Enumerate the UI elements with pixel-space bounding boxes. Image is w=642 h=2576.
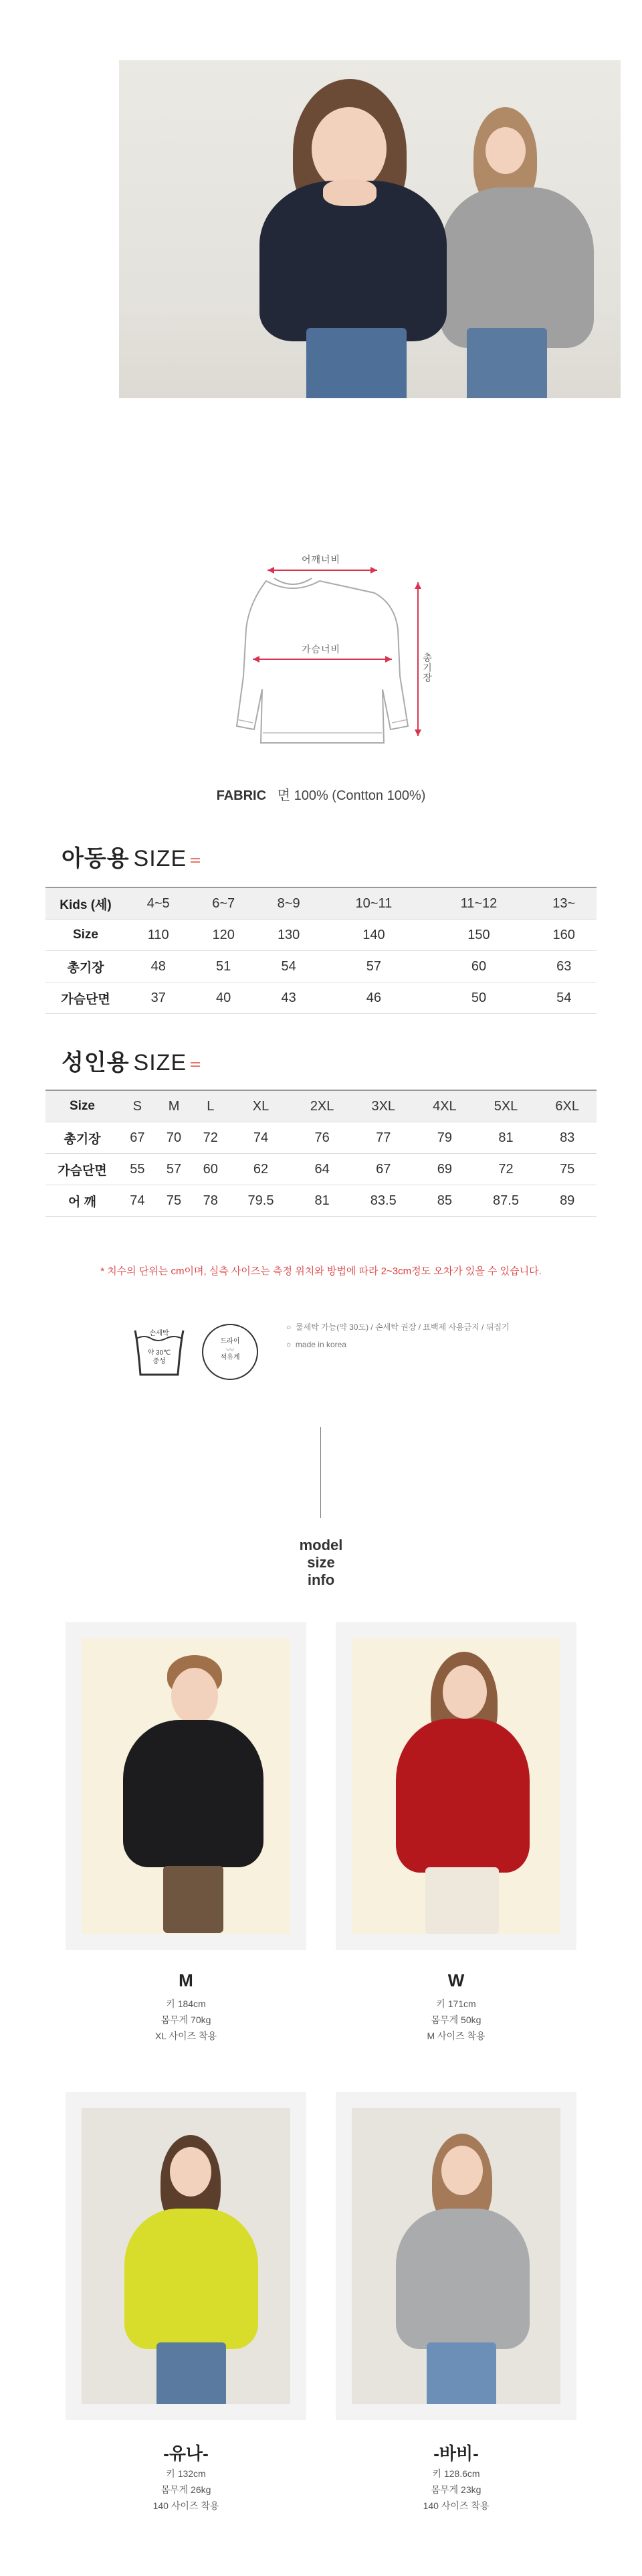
hand-wash-icon-text xyxy=(131,1329,187,1366)
dry-clean-icon-text xyxy=(202,1337,258,1363)
vertical-divider xyxy=(320,1427,321,1518)
sweatshirt-outline xyxy=(237,581,408,743)
back-child-face xyxy=(486,127,526,174)
table-cell: 81 xyxy=(474,1122,538,1154)
kids-size-table xyxy=(45,887,597,1014)
total-length-text: 총기장 xyxy=(422,653,433,683)
model-photo xyxy=(82,1638,290,1934)
table-cell: 75 xyxy=(156,1185,193,1217)
back-child-jeans xyxy=(467,328,547,398)
model-photo xyxy=(352,1638,560,1934)
table-row xyxy=(45,1122,597,1154)
table-cell: 78 xyxy=(192,1185,229,1217)
table-cell: 83 xyxy=(538,1122,597,1154)
table-cell: 57 xyxy=(156,1154,193,1185)
model-title-line: model xyxy=(299,1537,343,1553)
front-child-hands xyxy=(323,179,377,206)
adult-header-cell: L xyxy=(192,1090,229,1122)
adult-header-cell: 2XL xyxy=(293,1090,352,1122)
table-cell: 64 xyxy=(293,1154,352,1185)
kids-size-title xyxy=(62,840,200,873)
back-child-sweater xyxy=(440,187,594,348)
row-label: 가슴단면 xyxy=(45,1154,119,1185)
kids-header-label: Kids (세) xyxy=(45,887,126,920)
model-card xyxy=(336,2092,576,2420)
chest-width-label: 가슴너비 xyxy=(301,644,341,655)
hand-wash-temp: 약 30℃ xyxy=(147,1349,171,1357)
model-photo xyxy=(82,2108,290,2404)
title-dash-icon xyxy=(191,1060,200,1069)
total-length-label xyxy=(421,653,433,685)
table-cell: 89 xyxy=(538,1185,597,1217)
adult-header-cell: M xyxy=(156,1090,193,1122)
adult-header-cell: 5XL xyxy=(474,1090,538,1122)
adult-size-table xyxy=(45,1090,597,1217)
fabric-value: 면 100% (Contton 100%) xyxy=(277,788,426,803)
table-cell: 130 xyxy=(256,920,321,951)
model-card xyxy=(336,1622,576,1950)
care-info xyxy=(286,1318,510,1353)
table-cell: 79.5 xyxy=(229,1185,293,1217)
model-info-line: 몸무게 70kg xyxy=(160,2014,211,2025)
model-name: -바비- xyxy=(433,2443,479,2464)
table-cell: 67 xyxy=(351,1154,415,1185)
fabric-label: FABRIC xyxy=(216,788,267,803)
model-info-line: 몸무게 26kg xyxy=(160,2484,211,2495)
table-cell: 75 xyxy=(538,1154,597,1185)
model-info xyxy=(336,1996,576,2044)
table-row xyxy=(45,982,597,1014)
care-line: ○ made in korea xyxy=(286,1340,346,1349)
adult-header-cell: XL xyxy=(229,1090,293,1122)
model-info xyxy=(66,1996,306,2044)
table-cell: 46 xyxy=(321,982,426,1014)
care-line: ○ 물세탁 가능(약 30도) / 손세탁 권장 / 표백제 사용금지 / 뒤집기 xyxy=(286,1322,510,1332)
table-cell: 81 xyxy=(293,1185,352,1217)
table-cell: 160 xyxy=(531,920,597,951)
table-cell: 62 xyxy=(229,1154,293,1185)
table-cell: 43 xyxy=(256,982,321,1014)
model-info-line: 키 132cm xyxy=(166,2468,206,2479)
table-cell: 79 xyxy=(415,1122,474,1154)
table-cell: 40 xyxy=(191,982,255,1014)
hand-wash-detergent: 중성 xyxy=(152,1358,166,1365)
model-info-line: M 사이즈 착용 xyxy=(427,2031,486,2041)
table-cell: 120 xyxy=(191,920,255,951)
kids-header-cell: 4~5 xyxy=(126,887,191,920)
model-info xyxy=(336,2466,576,2514)
table-cell: 67 xyxy=(119,1122,156,1154)
wave-icon: 〰 xyxy=(225,1345,234,1355)
table-cell: 77 xyxy=(351,1122,415,1154)
care-line-text: 물세탁 가능(약 30도) / 손세탁 권장 / 표백제 사용금지 / 뒤집기 xyxy=(295,1322,510,1332)
table-cell: 76 xyxy=(293,1122,352,1154)
table-row xyxy=(45,1185,597,1217)
table-cell: 55 xyxy=(119,1154,156,1185)
kids-size-header-row xyxy=(45,887,597,920)
adult-header-cell: 6XL xyxy=(538,1090,597,1122)
row-label: 가슴단면 xyxy=(45,982,126,1014)
adult-size-title-en: SIZE xyxy=(133,1050,187,1076)
table-cell: 57 xyxy=(321,951,426,982)
table-cell: 48 xyxy=(126,951,191,982)
table-cell: 83.5 xyxy=(351,1185,415,1217)
table-cell: 37 xyxy=(126,982,191,1014)
model-info-line: XL 사이즈 착용 xyxy=(154,2031,217,2041)
table-cell: 110 xyxy=(126,920,191,951)
adult-header-cell: S xyxy=(119,1090,156,1122)
kids-header-cell: 6~7 xyxy=(191,887,255,920)
kids-header-cell: 11~12 xyxy=(426,887,531,920)
table-cell: 63 xyxy=(531,951,597,982)
table-row xyxy=(45,951,597,982)
model-info-line: 몸무게 50kg xyxy=(431,2014,481,2025)
table-cell: 72 xyxy=(192,1122,229,1154)
kids-header-cell: 13~ xyxy=(531,887,597,920)
table-cell: 87.5 xyxy=(474,1185,538,1217)
kids-size-title-en: SIZE xyxy=(133,846,187,871)
adult-header-cell: 4XL xyxy=(415,1090,474,1122)
table-cell: 69 xyxy=(415,1154,474,1185)
adult-header-cell: 3XL xyxy=(351,1090,415,1122)
shoulder-width-label: 어깨너비 xyxy=(301,554,341,565)
hand-wash-label: 손세탁 xyxy=(149,1330,169,1337)
table-cell: 140 xyxy=(321,920,426,951)
model-card xyxy=(66,2092,306,2420)
model-title-line: info xyxy=(307,1571,335,1588)
front-child-jeans xyxy=(306,328,407,398)
table-cell: 51 xyxy=(191,951,255,982)
adult-header-label: Size xyxy=(45,1090,119,1122)
model-info-line: 키 171cm xyxy=(436,1998,476,2009)
kids-header-cell: 10~11 xyxy=(321,887,426,920)
model-info-line: 키 184cm xyxy=(166,1998,206,2009)
model-title-line: size xyxy=(307,1554,335,1571)
fabric-info xyxy=(0,784,642,804)
model-info-line: 키 128.6cm xyxy=(432,2468,480,2479)
row-label: 총기장 xyxy=(45,1122,119,1154)
measurement-notice: * 치수의 단위는 cm이며, 실측 사이즈는 측정 위치와 방법에 따라 2~3cm정도 오차가 있을 수 있습니다. xyxy=(100,1266,542,1277)
model-card xyxy=(66,1622,306,1950)
row-label: 총기장 xyxy=(45,951,126,982)
dry-clean-label: 드라이 xyxy=(220,1338,240,1345)
care-line-text: made in korea xyxy=(295,1340,346,1349)
row-label: Size xyxy=(45,920,126,951)
table-cell: 150 xyxy=(426,920,531,951)
model-info-line: 몸무게 23kg xyxy=(431,2484,481,2495)
adult-size-header-row xyxy=(45,1090,597,1122)
model-info-line: 140 사이즈 착용 xyxy=(152,2500,219,2511)
model-photo xyxy=(352,2108,560,2404)
hero-photo xyxy=(119,60,621,398)
table-cell: 70 xyxy=(156,1122,193,1154)
table-cell: 85 xyxy=(415,1185,474,1217)
table-cell: 60 xyxy=(192,1154,229,1185)
front-child-face xyxy=(312,107,387,191)
table-cell: 72 xyxy=(474,1154,538,1185)
model-size-info-title xyxy=(0,1537,642,1589)
table-cell: 54 xyxy=(531,982,597,1014)
model-name: W xyxy=(447,1970,465,1990)
table-cell: 54 xyxy=(256,951,321,982)
table-cell: 60 xyxy=(426,951,531,982)
model-info-line: 140 사이즈 착용 xyxy=(423,2500,490,2511)
kids-header-cell: 8~9 xyxy=(256,887,321,920)
table-cell: 74 xyxy=(229,1122,293,1154)
model-name: M xyxy=(179,1970,193,1990)
table-cell: 74 xyxy=(119,1185,156,1217)
adult-size-title-ko: 성인용 xyxy=(62,1050,130,1076)
table-row xyxy=(45,920,597,951)
table-cell: 50 xyxy=(426,982,531,1014)
title-dash-icon xyxy=(191,856,200,865)
dry-clean-solvent: 석유계 xyxy=(220,1354,240,1361)
kids-size-title-ko: 아동용 xyxy=(62,846,130,871)
model-name: -유나- xyxy=(163,2443,209,2464)
row-label: 어 깨 xyxy=(45,1185,119,1217)
table-row xyxy=(45,1154,597,1185)
adult-size-title xyxy=(62,1044,200,1077)
model-info xyxy=(66,2466,306,2514)
